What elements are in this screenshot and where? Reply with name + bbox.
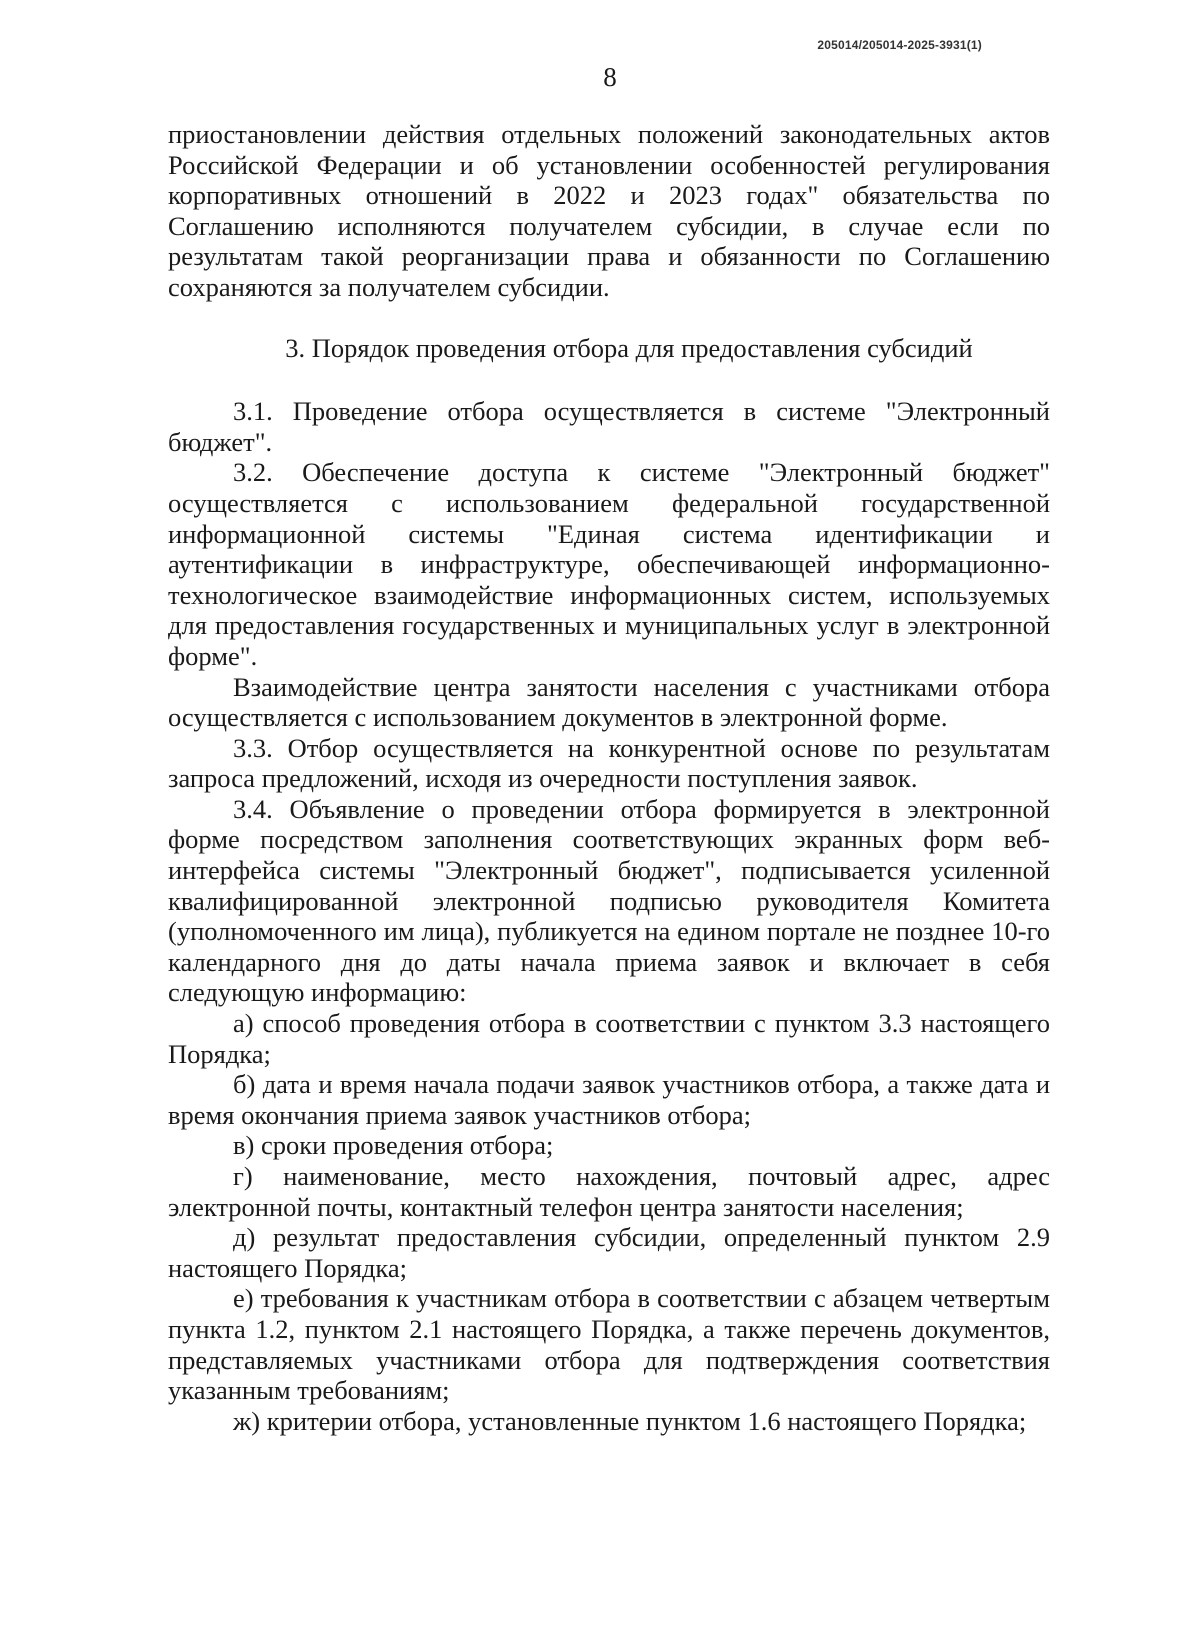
- page-number: 8: [603, 62, 617, 92]
- list-item-e: е) требования к участникам отбора в соответствии с абзацем четвертым пункта 1.2, пунктом 2.1 настоящего Порядка, а также перечень документов, представляемых участниками отбора для подтверждения соответствия указанным требованиям;: [168, 1283, 1050, 1406]
- list-item-a: а) способ проведения отбора в соответствии с пунктом 3.3 настоящего Порядка;: [168, 1008, 1050, 1069]
- section-heading: 3. Порядок проведения отбора для предоставления субсидий: [285, 332, 973, 363]
- list-item-v: в) сроки проведения отбора;: [233, 1130, 554, 1161]
- list-item-b: б) дата и время начала подачи заявок участников отбора, а также дата и время окончания приема заявок участников отбора;: [168, 1069, 1050, 1130]
- document-body: [168, 119, 1050, 1436]
- paragraph-3-2: 3.2. Обеспечение доступа к системе "Электронный бюджет" осуществляется с использованием федеральной государственной информационной системы "Единая система идентификации и аутентификации в инфраструктуре, обеспечивающей информационно-технологическое взаимодействие информационных систем, используемых для предоставления государственных и муниципальных услуг в электронной форме".: [168, 457, 1050, 671]
- list-item-d: д) результат предоставления субсидии, определенный пунктом 2.9 настоящего Порядка;: [168, 1222, 1050, 1283]
- paragraph-interaction: Взаимодействие центра занятости населения с участниками отбора осуществляется с использованием документов в электронной форме.: [168, 671, 1050, 733]
- list-item-zh: ж) критерии отбора, установленные пунктом 1.6 настоящего Порядка;: [233, 1405, 1027, 1436]
- continuation-paragraph: приостановлении действия отдельных положений законодательных актов Российской Федерации и об установлении особенностей регулирования корпоративных отношений в 2022 и 2023 годах" обязательства по Соглашению исполняются получателем субсидии, в случае если по результатам такой реорганизации права и обязанности по Соглашению сохраняются за получателем субсидии.: [168, 119, 1050, 302]
- paragraph-3-4: 3.4. Объявление о проведении отбора формируется в электронной форме посредством заполнения соответствующих экранных форм веб-интерфейса системы "Электронный бюджет", подписывается усиленной квалифицированной электронной подписью руководителя Комитета (уполномоченного им лица), публикуется на едином портале не позднее 10-го календарного дня до даты начала приема заявок и включает в себя следующую информацию:: [168, 793, 1050, 1008]
- paragraph-3-1: 3.1. Проведение отбора осуществляется в системе "Электронный бюджет".: [168, 396, 1050, 457]
- list-item-g: г) наименование, место нахождения, почтовый адрес, адрес электронной почты, контактный телефон центра занятости населения;: [168, 1161, 1050, 1222]
- document-id: 205014/205014-2025-3931(1): [817, 38, 982, 52]
- paragraph-3-3: 3.3. Отбор осуществляется на конкурентной основе по результатам запроса предложений, исходя из очередности поступления заявок.: [168, 732, 1050, 794]
